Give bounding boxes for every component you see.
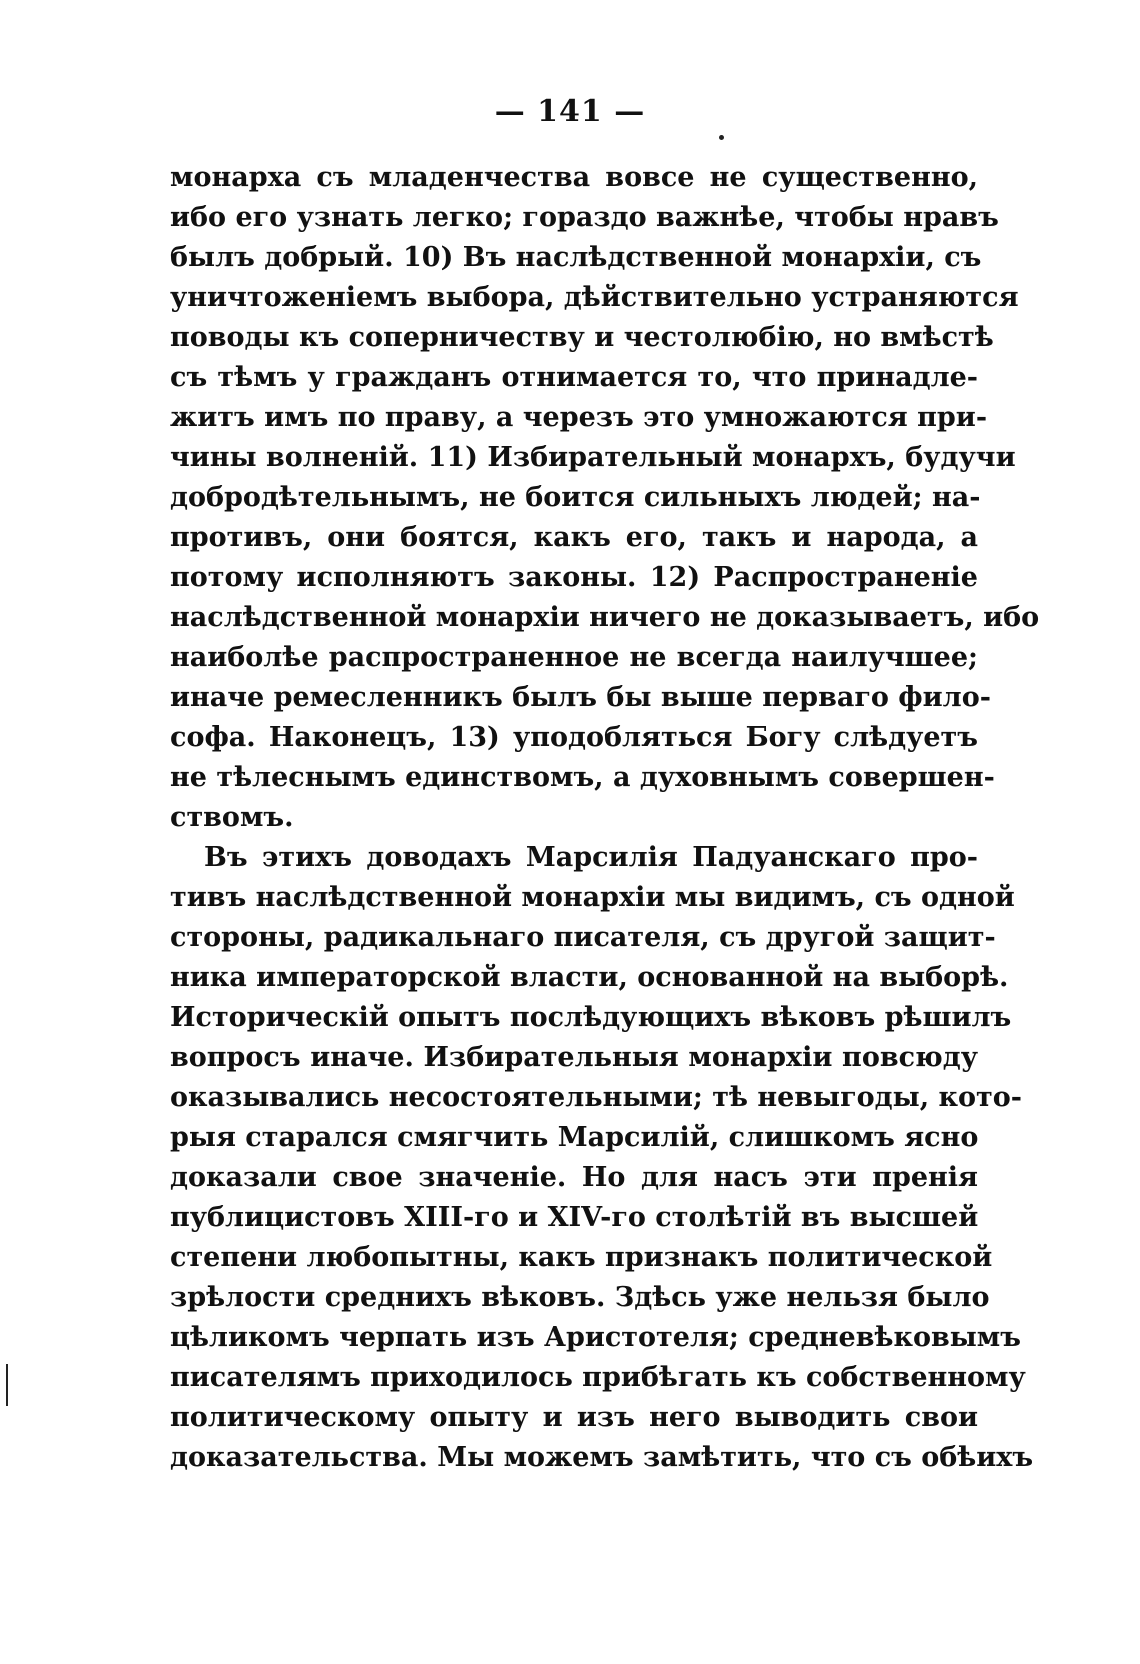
body-text: [170, 158, 1040, 1478]
text-line: писателямъ приходилось прибѣгать къ собственному: [170, 1362, 1026, 1393]
text-line: не тѣлеснымъ единствомъ, а духовнымъ совершен-: [170, 762, 995, 793]
text-line: житъ имъ по праву, а черезъ это умножаются при-: [170, 402, 988, 433]
scan-speck: [719, 135, 724, 140]
text-line: степени любопытны, какъ признакъ политической: [170, 1242, 993, 1273]
text-line: ствомъ.: [170, 802, 294, 833]
text-line: наслѣдственной монархіи ничего не доказываетъ, ибо: [170, 602, 1040, 633]
text-line: софа. Наконецъ, 13) уподобляться Богу слѣдуетъ: [170, 722, 978, 753]
text-line: вопросъ иначе. Избирательныя монархіи повсюду: [170, 1042, 978, 1073]
text-line: политическому опыту и изъ него выводить свои: [170, 1402, 978, 1433]
text-line: рыя старался смягчить Марсилій, слишкомъ ясно: [170, 1122, 979, 1153]
text-line: былъ добрый. 10) Въ наслѣдственной монархіи, съ: [170, 242, 982, 273]
text-line: ибо его узнать легко; гораздо важнѣе, чтобы нравъ: [170, 202, 999, 233]
text-line: уничтоженіемъ выбора, дѣйствительно устраняются: [170, 282, 1019, 313]
text-line: поводы къ соперничеству и честолюбію, но вмѣстѣ: [170, 322, 994, 353]
text-line: оказывались несостоятельными; тѣ невыгоды, кото-: [170, 1082, 1022, 1113]
text-line: съ тѣмъ у гражданъ отнимается то, что принадле-: [170, 362, 978, 393]
text-line: иначе ремесленникъ былъ бы выше перваго фило-: [170, 682, 991, 713]
page-number: — 141 —: [494, 94, 646, 129]
text-line: наиболѣе распространенное не всегда наилучшее;: [170, 642, 978, 673]
text-line: цѣликомъ черпать изъ Аристотеля; средневѣковымъ: [170, 1322, 1021, 1353]
text-line: монарха съ младенчества вовсе не существенно,: [170, 162, 978, 193]
text-line: стороны, радикальнаго писателя, съ другой защит-: [170, 922, 996, 953]
text-line: чины волненій. 11) Избирательный монархъ, будучи: [170, 442, 1016, 473]
scan-mark: [6, 1364, 8, 1406]
text-line: добродѣтельнымъ, не боится сильныхъ людей; на-: [170, 482, 981, 513]
text-line: Въ этихъ доводахъ Марсилія Падуанскаго про-: [204, 842, 978, 873]
text-line: доказательства. Мы можемъ замѣтить, что съ обѣихъ: [170, 1442, 1034, 1473]
text-line: публицистовъ XIII-го и XIV-го столѣтій въ высшей: [170, 1202, 979, 1233]
text-line: доказали свое значеніе. Но для насъ эти пренія: [170, 1162, 978, 1193]
text-line: Историческій опытъ послѣдующихъ вѣковъ рѣшилъ: [170, 1002, 1012, 1033]
text-line: потому исполняютъ законы. 12) Распространеніе: [170, 562, 978, 593]
text-line: ника императорской власти, основанной на выборѣ.: [170, 962, 1009, 993]
text-line: противъ, они боятся, какъ его, такъ и народа, а: [170, 522, 978, 553]
text-line: зрѣлости среднихъ вѣковъ. Здѣсь уже нельзя было: [170, 1282, 990, 1313]
text-line: тивъ наслѣдственной монархіи мы видимъ, съ одной: [170, 882, 1015, 913]
